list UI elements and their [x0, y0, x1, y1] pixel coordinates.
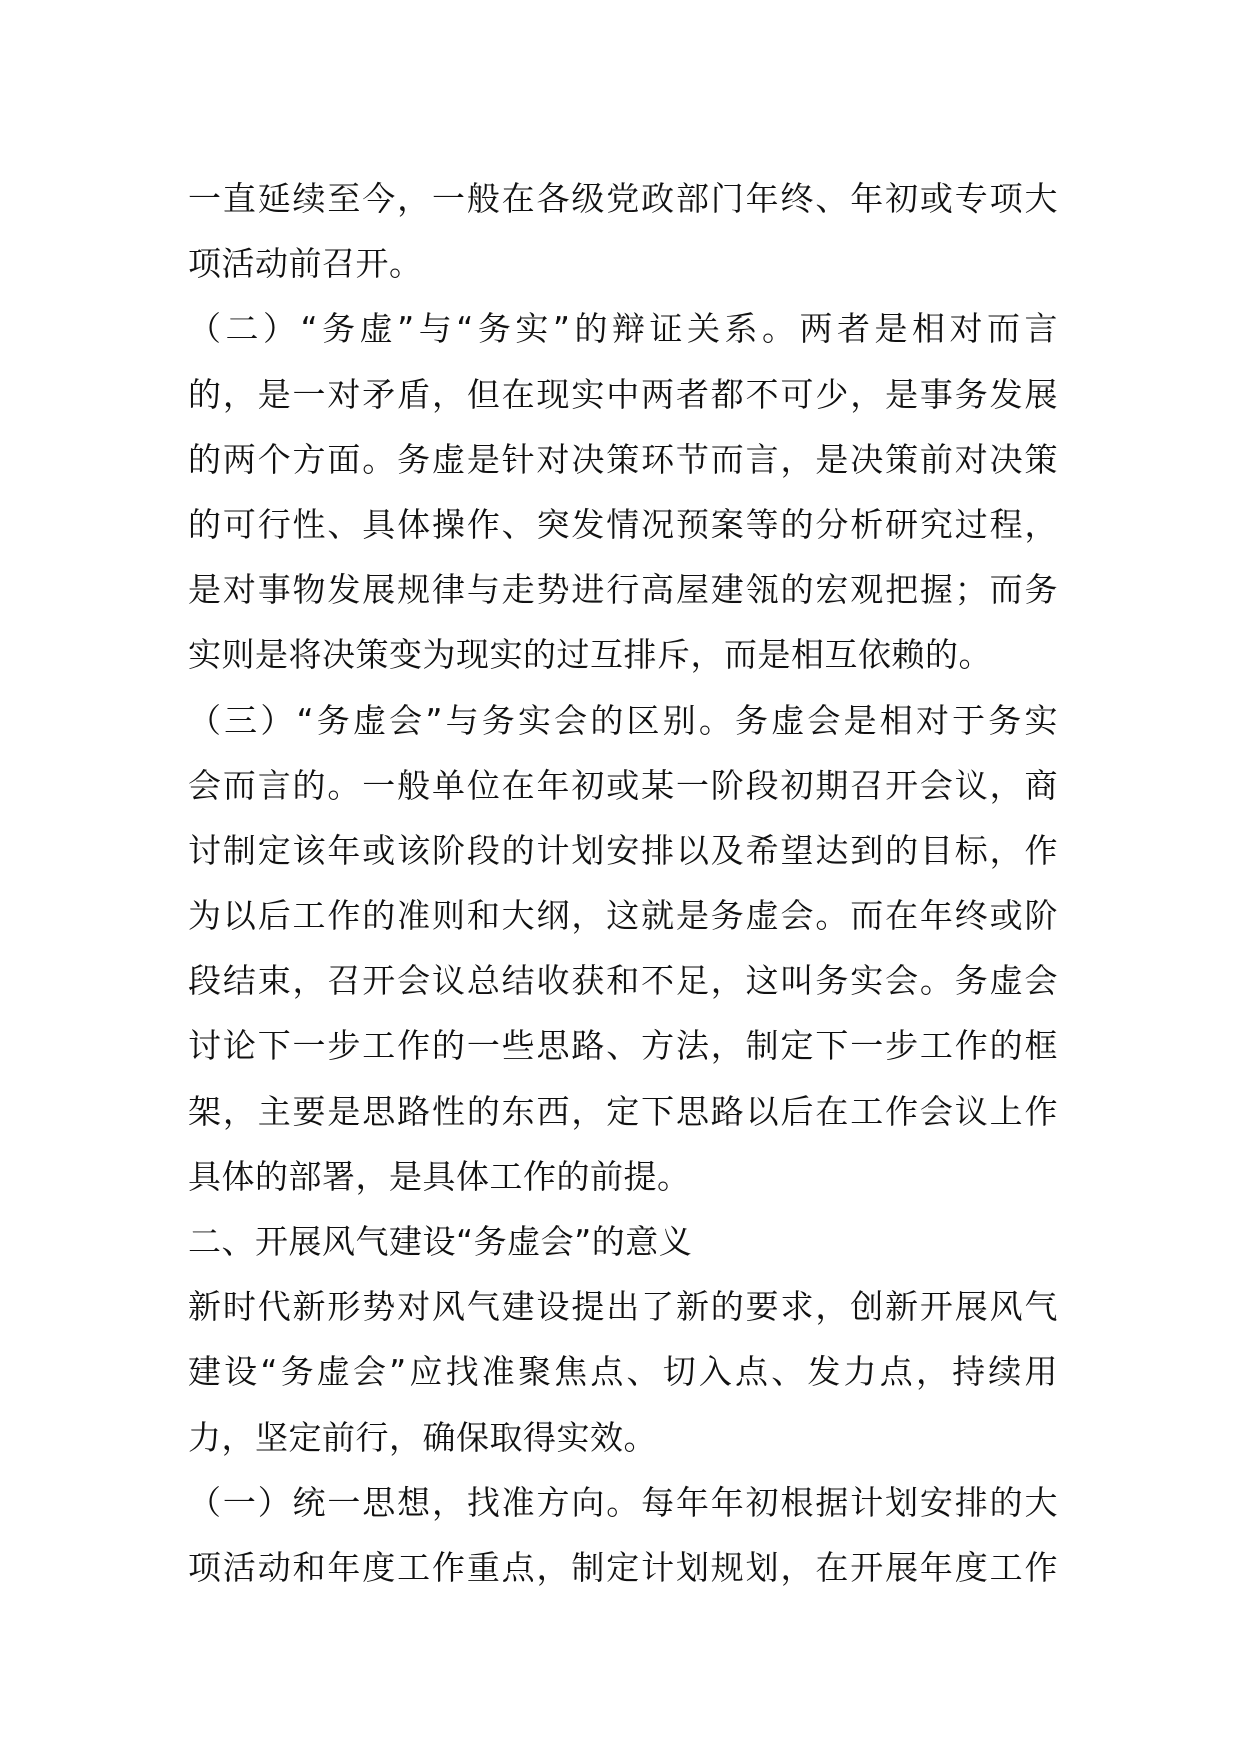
- text-line: 的可行性、具体操作、突发情况预案等的分析研究过程，: [188, 504, 1058, 544]
- text-line: 是对事物发展规律与走势进行高屋建瓴的宏观把握；而务: [188, 570, 1058, 610]
- text-line: 段结束，召开会议总结收获和不足，这叫务实会。务虚会: [188, 961, 1058, 1001]
- text-line: （二）“务虚”与“务实”的辩证关系。两者是相对而言: [188, 309, 1058, 349]
- text-line: （一）统一思想，找准方向。每年年初根据计划安排的大: [188, 1482, 1058, 1522]
- text-line: 新时代新形势对风气建设提出了新的要求，创新开展风气: [188, 1287, 1058, 1327]
- text-line: 的，是一对矛盾，但在现实中两者都不可少，是事务发展: [188, 374, 1058, 414]
- text-line: 一直延续至今，一般在各级党政部门年终、年初或专项大: [188, 179, 1058, 218]
- text-line: 二、开展风气建设“务虚会”的意义: [188, 1222, 693, 1261]
- text-line: 建设“务虚会”应找准聚焦点、切入点、发力点，持续用: [188, 1352, 1058, 1392]
- text-line: 具体的部署，是具体工作的前提。: [188, 1156, 691, 1196]
- text-line: 架，主要是思路性的东西，定下思路以后在工作会议上作: [188, 1091, 1058, 1131]
- text-line: （三）“务虚会”与务实会的区别。务虚会是相对于务实: [188, 700, 1058, 740]
- text-line: 讨制定该年或该阶段的计划安排以及希望达到的目标，作: [188, 830, 1058, 870]
- body-text: [188, 166, 1058, 1600]
- text-line: 项活动和年度工作重点，制定计划规划，在开展年度工作: [188, 1547, 1058, 1587]
- text-line: 的两个方面。务虚是针对决策环节而言，是决策前对决策: [188, 439, 1058, 479]
- text-line: 为以后工作的准则和大纲，这就是务虚会。而在年终或阶: [188, 896, 1058, 936]
- text-line: 实则是将决策变为现实的过互排斥，而是相互依赖的。: [188, 635, 992, 675]
- text-line: 讨论下一步工作的一些思路、方法，制定下一步工作的框: [188, 1026, 1058, 1066]
- text-line: 会而言的。一般单位在年初或某一阶段初期召开会议，商: [188, 765, 1058, 805]
- text-line: 项活动前召开。: [188, 244, 423, 284]
- text-line: 力，坚定前行，确保取得实效。: [188, 1417, 657, 1457]
